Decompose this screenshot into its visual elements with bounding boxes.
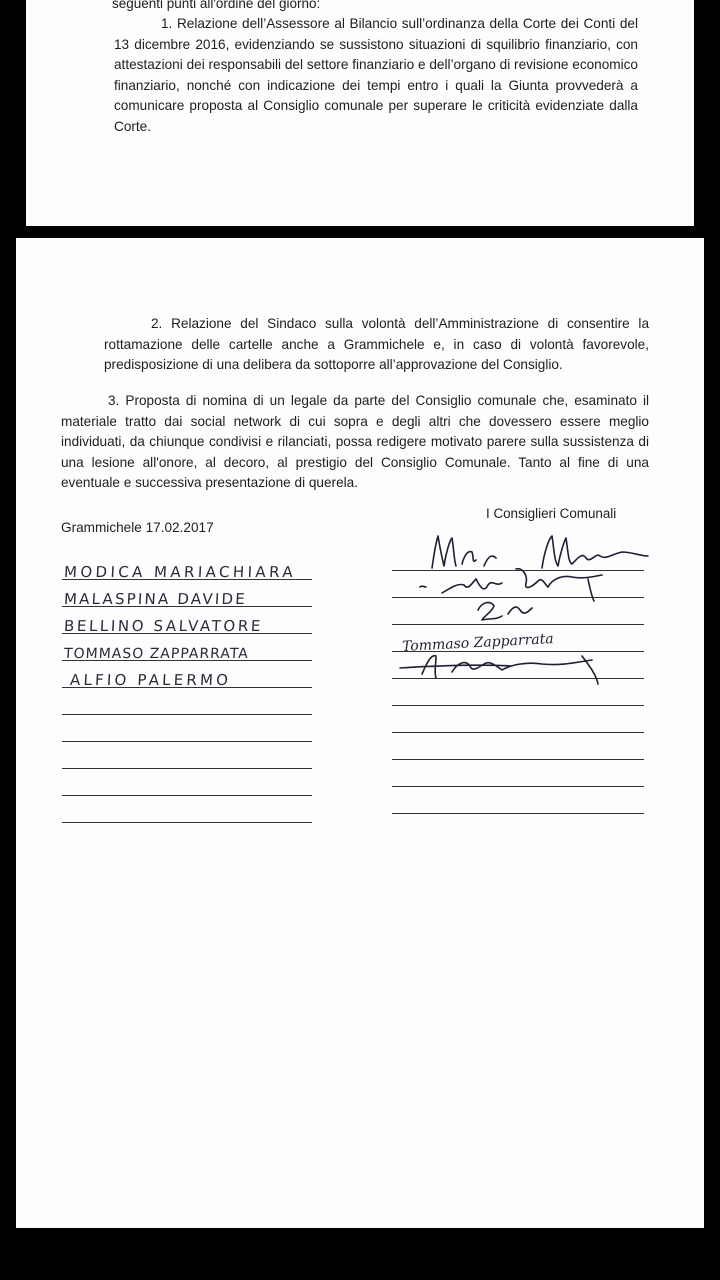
name-line	[62, 607, 312, 634]
blank-line	[392, 733, 644, 760]
handwritten-name: BELLINO SALVATORE	[63, 617, 264, 635]
name-line	[62, 553, 312, 580]
name-line	[62, 580, 312, 607]
blank-line	[62, 796, 312, 823]
blank-line	[62, 688, 312, 715]
blank-line	[392, 760, 644, 787]
names-column	[62, 553, 312, 823]
blank-line	[62, 742, 312, 769]
blank-line	[392, 679, 644, 706]
handwritten-name: MALASPINA DAVIDE	[63, 590, 248, 608]
agenda-item-3: 3. Proposta di nomina di un legale da parte del Consiglio comunale che, esaminato il materiale tratto dai social network di cui sopra e degli altri che dovessero essere meglio individuati, da chiunque condivisi e rilanciati, possa redigere motivato parere sulla sussistenza di una lesione all'onore, al decoro, al prestigio del Consiglio Comunale. Tanto al fine di una eventuale e successiva presentazione di querela.	[61, 393, 649, 490]
signature-line	[392, 598, 644, 625]
handwritten-name: TOMMASO ZAPPARRATA	[63, 646, 250, 662]
document-page-top	[26, 0, 694, 226]
blank-line	[392, 787, 644, 814]
handwritten-name: ALFIO PALERMO	[69, 671, 232, 689]
agenda-intro: seguenti punti all'ordine del giorno:	[112, 0, 321, 11]
agenda-item-2: 2. Relazione del Sindaco sulla volontà dell’Amministrazione di consentire la rottamazione delle cartelle anche a Grammichele e, in caso di volontà favorevole, predisposizione di una delibera da sottoporre all’approvazione del Consiglio.	[104, 316, 649, 372]
blank-line	[392, 706, 644, 733]
signatures-column	[392, 544, 644, 814]
signature-line	[392, 652, 644, 679]
agenda-item-1: 1. Relazione dell’Assessore al Bilancio sull’ordinanza della Corte dei Conti del 13 dicembre 2016, evidenziando se sussistono situazioni di squilibrio finanziario, con attestazioni dei responsabili del settore finanziario e dell’organo di revisione economico finanziario, nonché con indicazione dei tempi entro i quali la Giunta provvederà a comunicare proposta al Consiglio comunale per superare le criticità evidenziate dalla Corte.	[114, 16, 638, 134]
signature-handwritten: Tommaso Zapparrata	[401, 631, 555, 655]
blank-line	[62, 715, 312, 742]
document-date: Grammichele 17.02.2017	[61, 520, 214, 535]
name-line	[62, 634, 312, 661]
blank-line	[62, 769, 312, 796]
signatories-label: I Consiglieri Comunali	[486, 506, 617, 521]
handwritten-name: MODICA MARIACHIARA	[63, 563, 297, 581]
signature-scribble	[392, 638, 652, 682]
name-line	[62, 661, 312, 688]
document-page-bottom	[16, 238, 704, 1228]
signature-scribble	[392, 584, 652, 628]
